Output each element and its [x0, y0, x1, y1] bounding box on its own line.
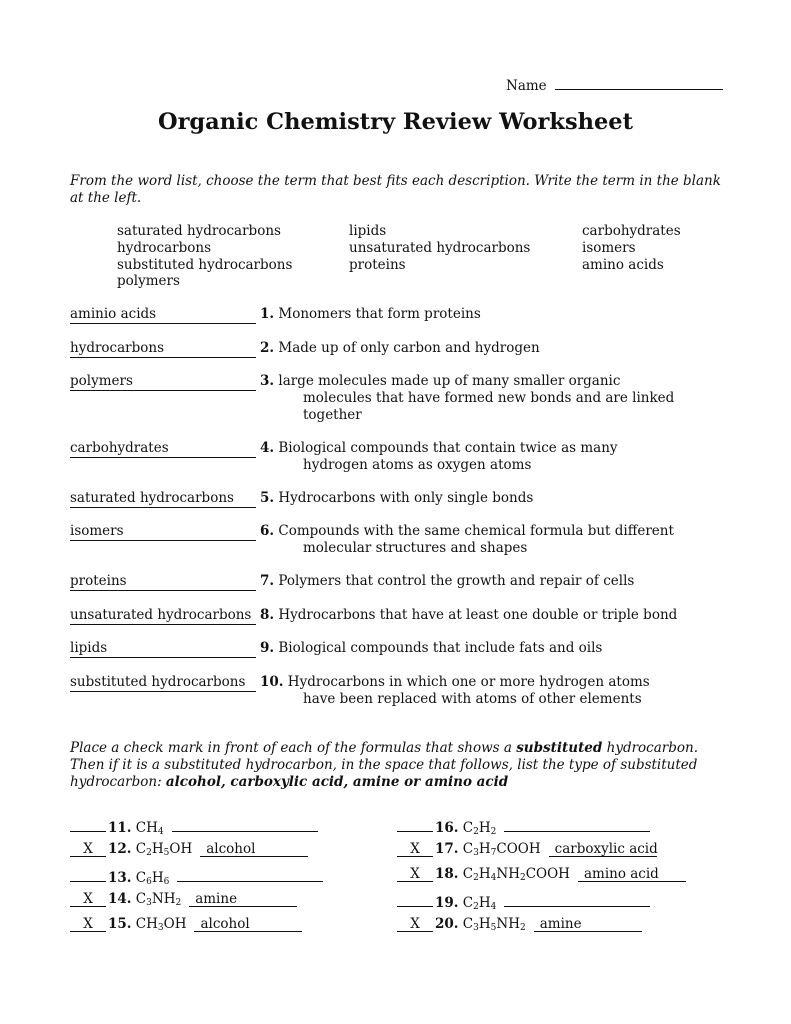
question-number: 10.: [260, 674, 284, 690]
chemical-formula: [136, 820, 164, 836]
question-text-continued: [303, 540, 527, 557]
name-label: Name: [506, 78, 547, 94]
formula-subscript: 2: [519, 873, 526, 883]
answer-text: proteins: [70, 573, 127, 589]
question-line: molecular structures and shapes: [303, 540, 528, 556]
question-text-continued: [303, 691, 642, 708]
part2-text: Place a check mark in front of each of the formulas that shows a: [70, 740, 517, 756]
formula-subscript: 2: [473, 827, 479, 837]
instructions-line-1: From the word list, choose the term that best fits each description. Write the term in the blank: [70, 173, 721, 189]
formula-part: C: [462, 866, 474, 882]
question-text: [260, 674, 650, 691]
question-text: [260, 373, 620, 390]
answer-blank[interactable]: [70, 306, 256, 324]
part2-instructions-line-2: Then if it is a substituted hydrocarbon, in the space that follows, list the type of substituted: [70, 757, 698, 773]
formula-part: H: [478, 820, 491, 836]
formula-item: [70, 916, 302, 933]
type-blank[interactable]: [534, 916, 642, 932]
chemical-formula: [463, 820, 497, 836]
answer-blank[interactable]: [70, 490, 256, 508]
formula-part: C: [462, 820, 474, 836]
word-list-item: polymers: [117, 273, 180, 289]
formula-subscript: 2: [146, 848, 152, 858]
type-blank[interactable]: [504, 816, 650, 832]
word-list-item: saturated hydrocarbons: [117, 223, 281, 239]
check-blank[interactable]: [70, 891, 106, 907]
type-blank[interactable]: [194, 916, 302, 932]
formula-part: C: [462, 916, 474, 932]
question-line: have been replaced with atoms of other elements: [303, 691, 642, 707]
question-number: 3.: [260, 373, 275, 389]
part2-instructions-line-3: [70, 774, 508, 791]
answer-blank[interactable]: [70, 373, 256, 391]
question-text: [260, 523, 674, 540]
check-blank[interactable]: [397, 841, 433, 857]
question-text: [260, 490, 533, 507]
question-number: 5.: [260, 490, 275, 506]
answer-text: saturated hydrocarbons: [70, 490, 234, 506]
type-answer: amine: [539, 916, 582, 932]
formula-number: 12.: [108, 841, 132, 857]
answer-text: hydrocarbons: [70, 340, 164, 356]
type-blank[interactable]: [189, 891, 297, 907]
type-answer: alcohol: [206, 841, 256, 857]
question-line: Hydrocarbons that have at least one double or triple bond: [278, 607, 678, 623]
formula-subscript: 6: [146, 877, 152, 887]
formula-subscript: 6: [163, 877, 170, 887]
question-number: 8.: [260, 607, 275, 623]
check-blank[interactable]: [397, 816, 433, 832]
word-list-item: substituted hydrocarbons: [117, 257, 293, 273]
check-blank[interactable]: [70, 866, 106, 882]
formula-subscript: 3: [157, 923, 164, 933]
question-text-continued: [303, 457, 531, 474]
formula-number: 20.: [435, 916, 459, 932]
question-text: [260, 306, 481, 323]
formula-part: NH: [496, 866, 520, 882]
name-blank[interactable]: [555, 74, 723, 90]
word-list-item: lipids: [349, 223, 387, 239]
formula-number: 15.: [108, 916, 132, 932]
formula-part: NH: [496, 916, 520, 932]
word-list-item: proteins: [349, 257, 406, 273]
formula-part: COOH: [496, 841, 541, 857]
answer-blank[interactable]: [70, 674, 256, 692]
question-line: Biological compounds that contain twice as many: [278, 440, 618, 456]
formula-part: H: [478, 841, 491, 857]
answer-blank[interactable]: [70, 340, 256, 358]
formula-item: [397, 866, 686, 883]
formula-item: [70, 891, 297, 908]
check-blank[interactable]: [397, 916, 433, 932]
answer-text: aminio acids: [70, 306, 157, 322]
chemical-formula: [463, 866, 570, 882]
question-line: hydrogen atoms as oxygen atoms: [303, 457, 532, 473]
answer-text: lipids: [70, 640, 108, 656]
formula-part: OH: [163, 916, 187, 932]
formula-number: 19.: [435, 895, 459, 911]
instructions-line-2: at the left.: [70, 190, 142, 206]
formula-part: NH: [151, 891, 176, 907]
question-number: 2.: [260, 340, 275, 356]
chemical-formula: [136, 870, 170, 886]
chemical-formula: [463, 841, 541, 857]
check-mark: X: [83, 891, 93, 907]
check-mark: X: [410, 841, 420, 857]
question-number: 1.: [260, 306, 275, 322]
type-blank[interactable]: [578, 866, 686, 882]
formula-number: 18.: [435, 866, 459, 882]
formula-number: 16.: [435, 820, 459, 836]
formula-subscript: 3: [473, 923, 479, 933]
formula-number: 14.: [108, 891, 132, 907]
formula-part: COOH: [525, 866, 570, 882]
part2-instructions-line-1: [70, 740, 698, 757]
chemical-formula: [136, 841, 192, 857]
question-text: [260, 340, 540, 357]
check-blank[interactable]: [397, 891, 433, 907]
formula-subscript: 5: [490, 923, 497, 933]
formula-part: C: [462, 895, 474, 911]
check-mark: X: [83, 916, 93, 932]
check-mark: X: [410, 916, 420, 932]
check-blank[interactable]: [397, 866, 433, 882]
type-answer: carboxylic acid: [554, 841, 658, 857]
word-list-item: unsaturated hydrocarbons: [349, 240, 531, 256]
question-text: [260, 440, 618, 457]
answer-text: polymers: [70, 373, 133, 389]
check-mark: X: [410, 866, 420, 882]
question-number: 7.: [260, 573, 275, 589]
type-blank[interactable]: [177, 866, 323, 882]
word-list-item: hydrocarbons: [117, 240, 211, 256]
answer-text: carbohydrates: [70, 440, 169, 456]
formula-part: H: [478, 916, 491, 932]
formula-subscript: 2: [519, 923, 526, 933]
formula-number: 11.: [108, 820, 132, 836]
answer-blank[interactable]: [70, 607, 256, 625]
question-text: [260, 640, 602, 657]
question-number: 6.: [260, 523, 275, 539]
question-text-continued: [303, 407, 362, 424]
formula-item: [397, 816, 650, 837]
answer-text: unsaturated hydrocarbons: [70, 607, 252, 623]
formula-subscript: 2: [490, 827, 497, 837]
formula-subscript: 2: [473, 902, 479, 912]
type-blank[interactable]: [504, 891, 650, 907]
part2-types: alcohol, carboxylic acid, amine or amino acid: [165, 774, 509, 790]
question-number: 9.: [260, 640, 275, 656]
formula-item: [70, 816, 318, 837]
check-mark: X: [83, 841, 93, 857]
answer-blank[interactable]: [70, 640, 256, 658]
question-line: large molecules made up of many smaller organic: [278, 373, 621, 389]
question-line: Monomers that form proteins: [278, 306, 481, 322]
type-answer: alcohol: [200, 916, 250, 932]
formula-subscript: 2: [473, 873, 479, 883]
answer-blank[interactable]: [70, 573, 256, 591]
word-list-item: amino acids: [582, 257, 664, 273]
formula-part: CH: [135, 820, 158, 836]
formula-part: H: [151, 870, 164, 886]
question-number: 4.: [260, 440, 275, 456]
answer-blank[interactable]: [70, 523, 256, 541]
formula-subscript: 3: [473, 848, 479, 858]
question-text: [260, 607, 677, 624]
chemical-formula: [463, 895, 497, 911]
question-line: Hydrocarbons in which one or more hydrogen atoms: [287, 674, 650, 690]
formula-number: 17.: [435, 841, 459, 857]
question-text-continued: [303, 390, 674, 407]
word-list-item: carbohydrates: [582, 223, 681, 239]
part2-text: hydrocarbon:: [70, 774, 166, 790]
check-blank[interactable]: [70, 841, 106, 857]
type-answer: amine: [195, 891, 238, 907]
question-text: [260, 573, 634, 590]
name-field[interactable]: [506, 74, 723, 95]
question-line: Made up of only carbon and hydrogen: [278, 340, 540, 356]
formula-subscript: 4: [490, 873, 497, 883]
check-blank[interactable]: [70, 816, 106, 832]
formula-subscript: 4: [490, 902, 497, 912]
answer-blank[interactable]: [70, 440, 256, 458]
part2-text: hydrocarbon.: [602, 740, 698, 756]
formula-part: CH: [135, 916, 158, 932]
type-blank[interactable]: [200, 841, 308, 857]
formula-item: [397, 841, 657, 858]
page-title: Organic Chemistry Review Worksheet: [157, 109, 634, 135]
formula-subscript: 2: [175, 898, 182, 908]
formula-part: C: [135, 841, 147, 857]
question-line: molecules that have formed new bonds and are linked: [303, 390, 675, 406]
question-line: Polymers that control the growth and repair of cells: [278, 573, 635, 589]
answer-text: isomers: [70, 523, 124, 539]
question-line: Compounds with the same chemical formula but different: [278, 523, 674, 539]
formula-number: 13.: [108, 870, 132, 886]
formula-part: C: [135, 870, 147, 886]
chemical-formula: [136, 916, 187, 932]
type-blank[interactable]: [549, 841, 657, 857]
chemical-formula: [463, 916, 526, 932]
chemical-formula: [136, 891, 181, 907]
type-blank[interactable]: [172, 816, 318, 832]
formula-part: H: [478, 866, 491, 882]
formula-part: H: [151, 841, 164, 857]
formula-subscript: 3: [146, 898, 152, 908]
part2-emphasis: substituted: [516, 740, 603, 756]
formula-part: H: [478, 895, 491, 911]
formula-part: C: [462, 841, 474, 857]
question-line: Biological compounds that include fats and oils: [278, 640, 603, 656]
formula-subscript: 4: [157, 827, 164, 837]
formula-part: C: [135, 891, 147, 907]
question-line: together: [303, 407, 362, 423]
question-line: Hydrocarbons with only single bonds: [278, 490, 534, 506]
formula-part: OH: [169, 841, 193, 857]
formula-item: [70, 866, 323, 887]
formula-item: [397, 916, 642, 933]
type-answer: amino acid: [583, 866, 659, 882]
formula-subscript: 7: [490, 848, 497, 858]
word-list-item: isomers: [582, 240, 636, 256]
answer-text: substituted hydrocarbons: [70, 674, 246, 690]
formula-item: [70, 841, 308, 858]
formula-subscript: 5: [163, 848, 170, 858]
check-blank[interactable]: [70, 916, 106, 932]
formula-item: [397, 891, 650, 912]
